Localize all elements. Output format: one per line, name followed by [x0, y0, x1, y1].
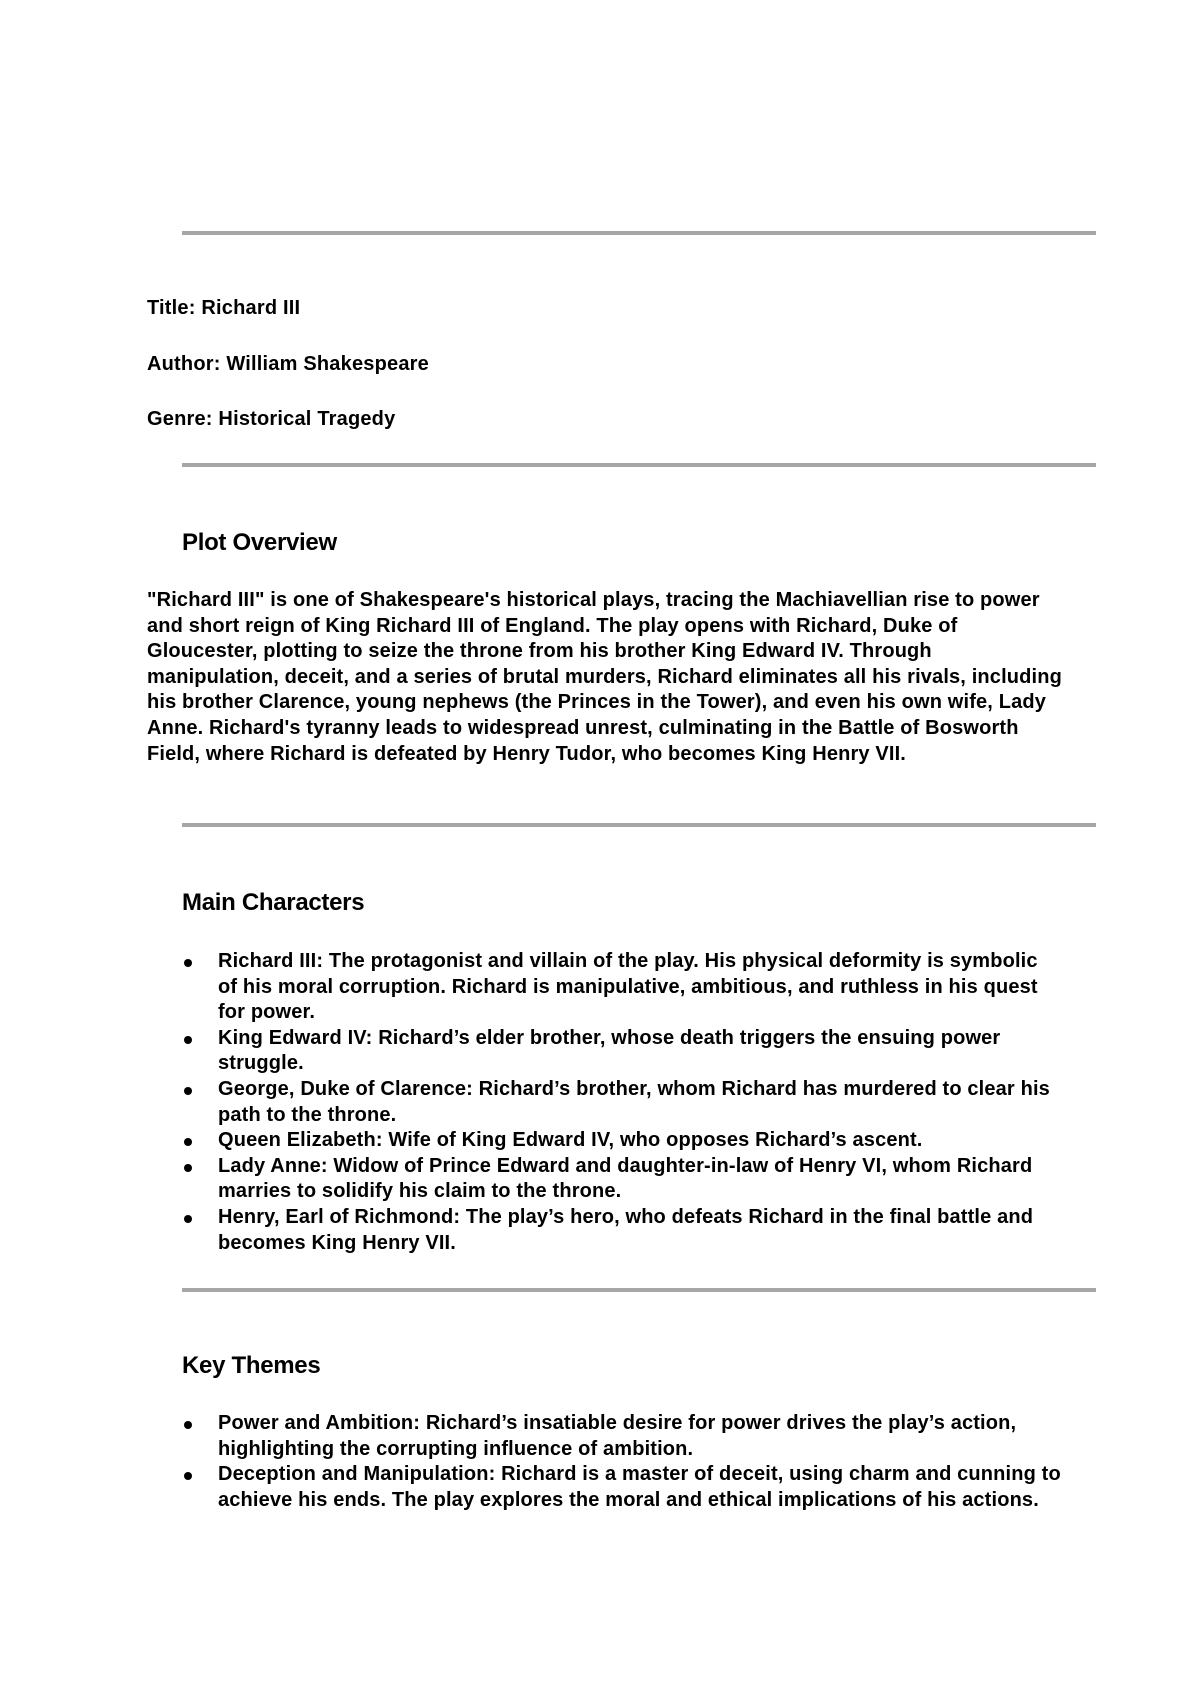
- bullet-icon: [184, 1138, 192, 1146]
- characters-list: [182, 949, 1062, 1256]
- list-item: [182, 1411, 1062, 1462]
- horizontal-rule: [182, 463, 1096, 467]
- list-item-text: Richard III: The protagonist and villain of the play. His physical deformity is symbolic of his moral corruption. Richard is manipulative, ambitious, and ruthless in his quest for power.: [218, 950, 1038, 1024]
- list-item-text: King Edward IV: Richard’s elder brother, whose death triggers the ensuing power struggle.: [218, 1026, 1001, 1075]
- author-line: Author: William Shakespeare: [147, 353, 429, 375]
- title-line: Title: Richard III: [147, 297, 301, 319]
- characters-heading: Main Characters: [182, 889, 365, 916]
- bullet-icon: [184, 1036, 192, 1044]
- horizontal-rule: [182, 231, 1096, 235]
- horizontal-rule: [182, 823, 1096, 827]
- horizontal-rule: [182, 1288, 1096, 1292]
- bullet-icon: [184, 1421, 192, 1429]
- bullet-icon: [184, 1472, 192, 1480]
- list-item: [182, 1462, 1062, 1513]
- list-item-text: Deception and Manipulation: Richard is a master of deceit, using charm and cunning to achieve his ends. The play explores the moral and ethical implications of his actions.: [218, 1463, 1061, 1511]
- list-item-text: George, Duke of Clarence: Richard’s brother, whom Richard has murdered to clear his path to the throne.: [218, 1077, 1050, 1126]
- bullet-icon: [184, 1087, 192, 1095]
- list-item-text: Power and Ambition: Richard’s insatiable desire for power drives the play’s action, highlighting the corrupting influence of ambition.: [218, 1412, 1017, 1460]
- plot-paragraph: "Richard III" is one of Shakespeare's historical plays, tracing the Machiavellian rise to power and short reign of King Richard III of England. The play opens with Richard, Duke of Gloucester, plotting to seize the throne from his brother King Edward IV. Through manipulation, deceit, and a series of brutal murders, Richard eliminates all his rivals, including his brother Clarence, young nephews (the Princes in the Tower), and even his own wife, Lady Anne. Richard's tyranny leads to widespread unrest, culminating in the Battle of Bosworth Field, where Richard is defeated by Henry Tudor, who becomes King Henry VII.: [147, 589, 1062, 765]
- plot-heading: Plot Overview: [182, 529, 337, 556]
- themes-list: [182, 1411, 1062, 1513]
- bullet-icon: [184, 1164, 192, 1172]
- list-item: [182, 1205, 1062, 1256]
- list-item-text: Lady Anne: Widow of Prince Edward and daughter-in-law of Henry VI, whom Richard marries to solidify his claim to the throne.: [218, 1154, 1033, 1203]
- list-item: [182, 1154, 1062, 1205]
- list-item: [182, 1077, 1062, 1128]
- themes-heading: Key Themes: [182, 1352, 321, 1379]
- list-item-text: Henry, Earl of Richmond: The play’s hero, who defeats Richard in the final battle and becomes King Henry VII.: [218, 1205, 1034, 1254]
- genre-line: Genre: Historical Tragedy: [147, 408, 396, 430]
- list-item: [182, 1026, 1062, 1077]
- list-item-text: Queen Elizabeth: Wife of King Edward IV, who opposes Richard’s ascent.: [218, 1129, 923, 1152]
- list-item: [182, 1128, 1062, 1154]
- bullet-icon: [184, 959, 192, 967]
- bullet-icon: [184, 1215, 192, 1223]
- list-item: [182, 949, 1062, 1026]
